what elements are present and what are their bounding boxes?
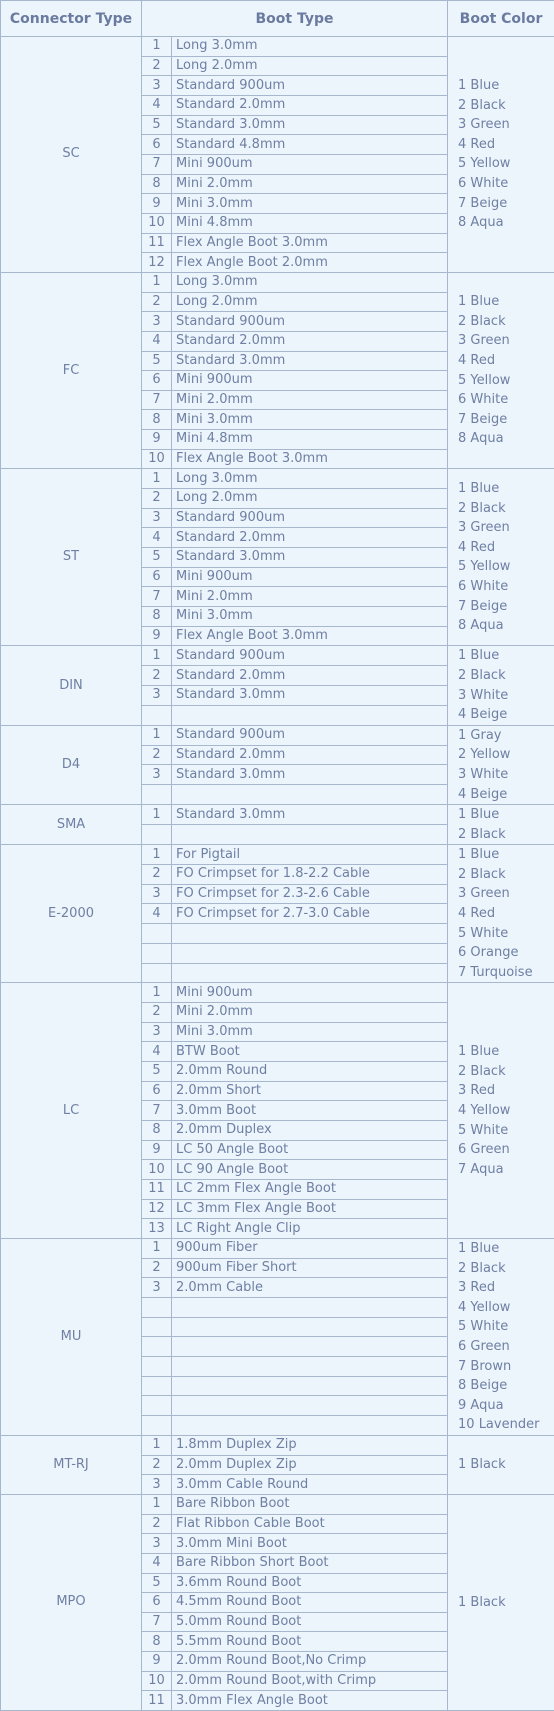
boot-color-item: 10 Lavender [458,1415,554,1435]
boot-index-cell: 3 [142,884,172,904]
boot-type-cell: Standard 900um [172,508,448,528]
boot-index-cell: 6 [142,567,172,587]
boot-color-item: 4 Beige [458,705,554,725]
boot-color-item: 5 Yellow [458,371,554,391]
table-row [1,1435,554,1455]
boot-index-cell [142,1337,172,1357]
boot-index-cell: 2 [142,1258,172,1278]
connector-type-cell: D4 [1,725,142,804]
connector-type-cell: MU [1,1238,142,1435]
boot-color-item: 7 Beige [458,597,554,617]
boot-index-cell [142,1376,172,1396]
boot-color-item: 1 Blue [458,845,554,865]
boot-index-cell: 11 [142,1180,172,1200]
boot-index-cell: 9 [142,1652,172,1672]
boot-type-cell [172,705,448,725]
boot-color-item: 1 Blue [458,1239,554,1259]
boot-color-item: 1 Black [458,1455,554,1475]
boot-index-cell: 1 [142,1238,172,1258]
boot-color-list [458,805,554,844]
boot-color-item: 7 Beige [458,410,554,430]
boot-index-cell: 4 [142,904,172,924]
boot-type-cell [172,1376,448,1396]
boot-color-cell [448,805,554,845]
boot-color-item: 7 Beige [458,194,554,214]
boot-type-cell: Mini 3.0mm [172,410,448,430]
boot-color-list [458,1239,554,1435]
boot-index-cell: 9 [142,626,172,646]
boot-color-item: 1 Blue [458,805,554,825]
boot-color-list [458,1042,554,1179]
header-row [1,1,554,37]
boot-type-cell: 5.0mm Round Boot [172,1612,448,1632]
boot-type-cell: BTW Boot [172,1042,448,1062]
boot-type-cell: 3.6mm Round Boot [172,1573,448,1593]
boot-type-cell [172,1298,448,1318]
boot-index-cell: 4 [142,1553,172,1573]
boot-index-cell: 2 [142,865,172,885]
boot-type-cell: LC 2mm Flex Angle Boot [172,1180,448,1200]
boot-color-item: 2 Black [458,1259,554,1279]
boot-color-item: 1 Blue [458,292,554,312]
boot-index-cell: 4 [142,331,172,351]
boot-index-cell: 3 [142,76,172,96]
boot-index-cell: 3 [142,508,172,528]
connector-type-cell: SC [1,37,142,273]
boot-type-cell: Standard 2.0mm [172,95,448,115]
boot-type-cell: Flex Angle Boot 2.0mm [172,253,448,273]
connector-type-cell: LC [1,983,142,1239]
boot-color-item: 5 Yellow [458,557,554,577]
boot-type-cell: Standard 2.0mm [172,666,448,686]
boot-index-cell: 5 [142,351,172,371]
boot-type-cell: Standard 900um [172,725,448,745]
boot-type-cell: Standard 3.0mm [172,351,448,371]
boot-color-cell [448,646,554,725]
connector-type-cell: FC [1,272,142,469]
boot-index-cell: 2 [142,1003,172,1023]
boot-index-cell: 6 [142,371,172,391]
connector-type-cell: E-2000 [1,845,142,983]
boot-color-cell [448,272,554,469]
boot-color-item: 3 White [458,686,554,706]
boot-type-cell: Bare Ribbon Short Boot [172,1553,448,1573]
boot-index-cell: 7 [142,154,172,174]
boot-type-cell: Mini 2.0mm [172,390,448,410]
connector-type-cell: DIN [1,646,142,725]
boot-type-cell: Long 2.0mm [172,489,448,509]
boot-type-cell: Mini 2.0mm [172,174,448,194]
boot-color-cell [448,37,554,273]
boot-type-cell [172,1317,448,1337]
table-body [1,37,554,1711]
boot-index-cell: 2 [142,489,172,509]
boot-index-cell: 4 [142,95,172,115]
boot-type-cell: Standard 3.0mm [172,115,448,135]
table-row [1,1238,554,1258]
boot-type-cell: 2.0mm Round Boot,with Crimp [172,1671,448,1691]
boot-type-cell [172,963,448,983]
boot-index-cell: 8 [142,1121,172,1141]
boot-color-item: 2 Black [458,1062,554,1082]
boot-type-cell: LC 3mm Flex Angle Boot [172,1199,448,1219]
boot-index-cell [142,1357,172,1377]
boot-type-cell: Mini 3.0mm [172,1022,448,1042]
boot-type-cell: Long 3.0mm [172,272,448,292]
boot-type-cell [172,924,448,944]
connector-type-cell: MPO [1,1494,142,1710]
boot-type-cell: Mini 3.0mm [172,194,448,214]
boot-index-cell: 1 [142,1435,172,1455]
boot-color-item: 7 Brown [458,1357,554,1377]
boot-color-item: 5 Yellow [458,154,554,174]
boot-color-list [458,1593,554,1613]
boot-color-item: 4 Red [458,351,554,371]
boot-color-item: 4 Red [458,904,554,924]
boot-index-cell: 5 [142,115,172,135]
boot-type-cell: Standard 900um [172,646,448,666]
boot-index-cell: 1 [142,272,172,292]
boot-index-cell: 13 [142,1219,172,1239]
boot-color-item: 8 Beige [458,1376,554,1396]
header-boot-color: Boot Color [448,1,554,37]
boot-color-item: 2 Black [458,666,554,686]
boot-type-cell [172,825,448,845]
boot-color-item: 1 Blue [458,479,554,499]
boot-color-item: 1 Black [458,1593,554,1613]
boot-color-list [458,726,554,804]
boot-type-cell: Mini 900um [172,154,448,174]
boot-type-cell: Standard 3.0mm [172,686,448,706]
boot-index-cell: 2 [142,1514,172,1534]
boot-index-cell: 3 [142,1278,172,1298]
boot-index-cell: 1 [142,646,172,666]
boot-type-cell: Flex Angle Boot 3.0mm [172,626,448,646]
boot-type-cell: 2.0mm Round Boot,No Crimp [172,1652,448,1672]
boot-index-cell: 6 [142,1081,172,1101]
table-row [1,805,554,825]
boot-index-cell [142,1298,172,1318]
boot-type-cell [172,1416,448,1436]
boot-color-item: 6 Green [458,1140,554,1160]
connector-type-cell: SMA [1,805,142,845]
boot-color-item: 2 Black [458,96,554,116]
boot-index-cell: 1 [142,37,172,57]
boot-index-cell: 1 [142,983,172,1003]
boot-index-cell: 5 [142,1062,172,1082]
boot-index-cell [142,1317,172,1337]
boot-index-cell: 8 [142,410,172,430]
boot-index-cell: 4 [142,1042,172,1062]
boot-color-item: 1 Blue [458,1042,554,1062]
boot-index-cell: 1 [142,1494,172,1514]
boot-type-cell: Bare Ribbon Boot [172,1494,448,1514]
boot-color-cell [448,725,554,804]
boot-index-cell: 8 [142,174,172,194]
boot-color-cell [448,1435,554,1494]
boot-color-list [458,292,554,449]
boot-type-cell: Mini 3.0mm [172,607,448,627]
boot-color-item: 6 White [458,390,554,410]
boot-index-cell: 11 [142,233,172,253]
boot-type-cell: 2.0mm Duplex [172,1121,448,1141]
boot-color-item: 1 Gray [458,726,554,746]
boot-color-list [458,646,554,724]
boot-color-item: 7 Turquoise [458,963,554,983]
boot-type-cell: Long 2.0mm [172,56,448,76]
boot-color-item: 1 Blue [458,646,554,666]
boot-index-cell: 12 [142,1199,172,1219]
table-row [1,272,554,292]
boot-color-item: 3 White [458,765,554,785]
boot-color-item: 5 White [458,924,554,944]
boot-color-item: 3 Red [458,1278,554,1298]
boot-color-item: 8 Aqua [458,429,554,449]
boot-type-cell [172,1396,448,1416]
boot-type-cell: LC Right Angle Clip [172,1219,448,1239]
boot-type-cell: 1.8mm Duplex Zip [172,1435,448,1455]
boot-type-cell: 2.0mm Round [172,1062,448,1082]
boot-type-cell: Standard 2.0mm [172,745,448,765]
boot-type-cell: 3.0mm Flex Angle Boot [172,1691,448,1711]
boot-index-cell: 10 [142,213,172,233]
connector-type-cell: ST [1,469,142,646]
table-row [1,983,554,1003]
boot-index-cell: 3 [142,765,172,785]
boot-index-cell: 2 [142,292,172,312]
boot-type-cell: 2.0mm Cable [172,1278,448,1298]
boot-index-cell: 10 [142,449,172,469]
boot-type-cell: Long 2.0mm [172,292,448,312]
boot-color-item: 8 Aqua [458,213,554,233]
header-boot-type: Boot Type [142,1,448,37]
boot-type-cell: Standard 4.8mm [172,135,448,155]
boot-color-item: 6 Orange [458,943,554,963]
boot-type-cell: Standard 3.0mm [172,765,448,785]
boot-type-cell: Mini 900um [172,983,448,1003]
boot-index-cell: 7 [142,390,172,410]
boot-color-list [458,76,554,233]
boot-color-item: 2 Yellow [458,745,554,765]
boot-type-cell: FO Crimpset for 1.8-2.2 Cable [172,865,448,885]
boot-type-cell: 4.5mm Round Boot [172,1593,448,1613]
table-row [1,845,554,865]
boot-type-cell: 3.0mm Cable Round [172,1475,448,1495]
boot-type-cell: Standard 900um [172,76,448,96]
boot-type-cell: Mini 2.0mm [172,1003,448,1023]
boot-color-item: 2 Black [458,499,554,519]
boot-index-cell [142,705,172,725]
boot-color-list [458,845,554,982]
boot-color-cell [448,1238,554,1435]
boot-index-cell: 9 [142,430,172,450]
boot-type-cell [172,1357,448,1377]
header-connector-type: Connector Type [1,1,142,37]
boot-color-item: 3 Green [458,331,554,351]
boot-type-cell [172,943,448,963]
boot-type-cell: Standard 3.0mm [172,805,448,825]
boot-index-cell: 7 [142,1101,172,1121]
boot-type-cell: 2.0mm Duplex Zip [172,1455,448,1475]
boot-color-item: 2 Black [458,312,554,332]
boot-color-item: 2 Black [458,865,554,885]
table-row [1,1494,554,1514]
boot-index-cell: 4 [142,528,172,548]
boot-color-item: 1 Blue [458,76,554,96]
boot-type-cell: 5.5mm Round Boot [172,1632,448,1652]
boot-index-cell [142,825,172,845]
boot-index-cell: 1 [142,725,172,745]
boot-index-cell: 2 [142,666,172,686]
boot-index-cell: 5 [142,548,172,568]
boot-color-item: 4 Beige [458,785,554,805]
boot-type-cell: 900um Fiber Short [172,1258,448,1278]
boot-type-cell: Standard 2.0mm [172,528,448,548]
boot-index-cell: 3 [142,686,172,706]
table-row [1,469,554,489]
boot-color-list [458,1455,554,1475]
boot-color-item: 5 White [458,1317,554,1337]
boot-color-list [458,479,554,636]
boot-color-item: 6 White [458,577,554,597]
boot-index-cell [142,1416,172,1436]
boot-color-cell [448,983,554,1239]
boot-type-cell: FO Crimpset for 2.7-3.0 Cable [172,904,448,924]
boot-color-item: 4 Yellow [458,1101,554,1121]
boot-color-item: 4 Red [458,135,554,155]
boot-index-cell: 6 [142,135,172,155]
boot-color-item: 8 Aqua [458,616,554,636]
boot-index-cell: 11 [142,1691,172,1711]
boot-type-cell: Mini 900um [172,371,448,391]
boot-type-cell: Mini 4.8mm [172,213,448,233]
boot-index-cell: 7 [142,587,172,607]
boot-type-cell [172,1337,448,1357]
boot-index-cell: 2 [142,56,172,76]
boot-color-item: 6 White [458,174,554,194]
boot-index-cell: 9 [142,194,172,214]
boot-type-cell: Flex Angle Boot 3.0mm [172,449,448,469]
boot-color-item: 4 Yellow [458,1298,554,1318]
boot-index-cell [142,785,172,805]
boot-type-cell [172,785,448,805]
boot-color-item: 3 Red [458,1081,554,1101]
boot-color-item: 3 Green [458,518,554,538]
boot-color-item: 3 Green [458,884,554,904]
boot-index-cell: 3 [142,312,172,332]
boot-color-cell [448,845,554,983]
table-row [1,37,554,57]
boot-index-cell: 1 [142,469,172,489]
boot-index-cell: 8 [142,607,172,627]
boot-index-cell: 10 [142,1160,172,1180]
boot-type-cell: Flat Ribbon Cable Boot [172,1514,448,1534]
boot-index-cell: 12 [142,253,172,273]
boot-color-item: 7 Aqua [458,1160,554,1180]
boot-color-item: 4 Red [458,538,554,558]
boot-index-cell: 3 [142,1475,172,1495]
boot-type-cell: 3.0mm Mini Boot [172,1534,448,1554]
boot-color-item: 2 Black [458,825,554,845]
boot-type-cell: Standard 3.0mm [172,548,448,568]
boot-type-cell: Mini 4.8mm [172,430,448,450]
boot-type-cell: 3.0mm Boot [172,1101,448,1121]
boot-index-cell [142,1396,172,1416]
boot-index-cell: 9 [142,1140,172,1160]
boot-type-cell: LC 50 Angle Boot [172,1140,448,1160]
connector-type-cell: MT-RJ [1,1435,142,1494]
boot-index-cell [142,943,172,963]
boot-index-cell: 10 [142,1671,172,1691]
boot-color-item: 3 Green [458,115,554,135]
boot-type-cell: Long 3.0mm [172,469,448,489]
boot-index-cell: 2 [142,745,172,765]
boot-index-cell: 5 [142,1573,172,1593]
boot-type-cell: LC 90 Angle Boot [172,1160,448,1180]
boot-index-cell: 7 [142,1612,172,1632]
boot-color-cell [448,469,554,646]
boot-type-cell: 900um Fiber [172,1238,448,1258]
boot-index-cell: 3 [142,1534,172,1554]
table-row [1,646,554,666]
boot-index-cell: 1 [142,805,172,825]
boot-color-item: 5 White [458,1121,554,1141]
boot-type-cell: For Pigtail [172,845,448,865]
boot-index-cell [142,924,172,944]
boot-color-cell [448,1494,554,1710]
boot-type-cell: FO Crimpset for 2.3-2.6 Cable [172,884,448,904]
boot-type-cell: Mini 900um [172,567,448,587]
boot-index-cell: 3 [142,1022,172,1042]
boot-color-item: 9 Aqua [458,1396,554,1416]
boot-index-cell: 8 [142,1632,172,1652]
boot-type-cell: Standard 2.0mm [172,331,448,351]
boot-type-cell: Mini 2.0mm [172,587,448,607]
table-row [1,725,554,745]
boot-index-cell: 6 [142,1593,172,1613]
boot-index-cell: 2 [142,1455,172,1475]
boot-index-cell [142,963,172,983]
boot-type-cell: Standard 900um [172,312,448,332]
boot-type-cell: Flex Angle Boot 3.0mm [172,233,448,253]
boot-index-cell: 1 [142,845,172,865]
boot-type-cell: Long 3.0mm [172,37,448,57]
boot-type-cell: 2.0mm Short [172,1081,448,1101]
boot-color-item: 6 Green [458,1337,554,1357]
